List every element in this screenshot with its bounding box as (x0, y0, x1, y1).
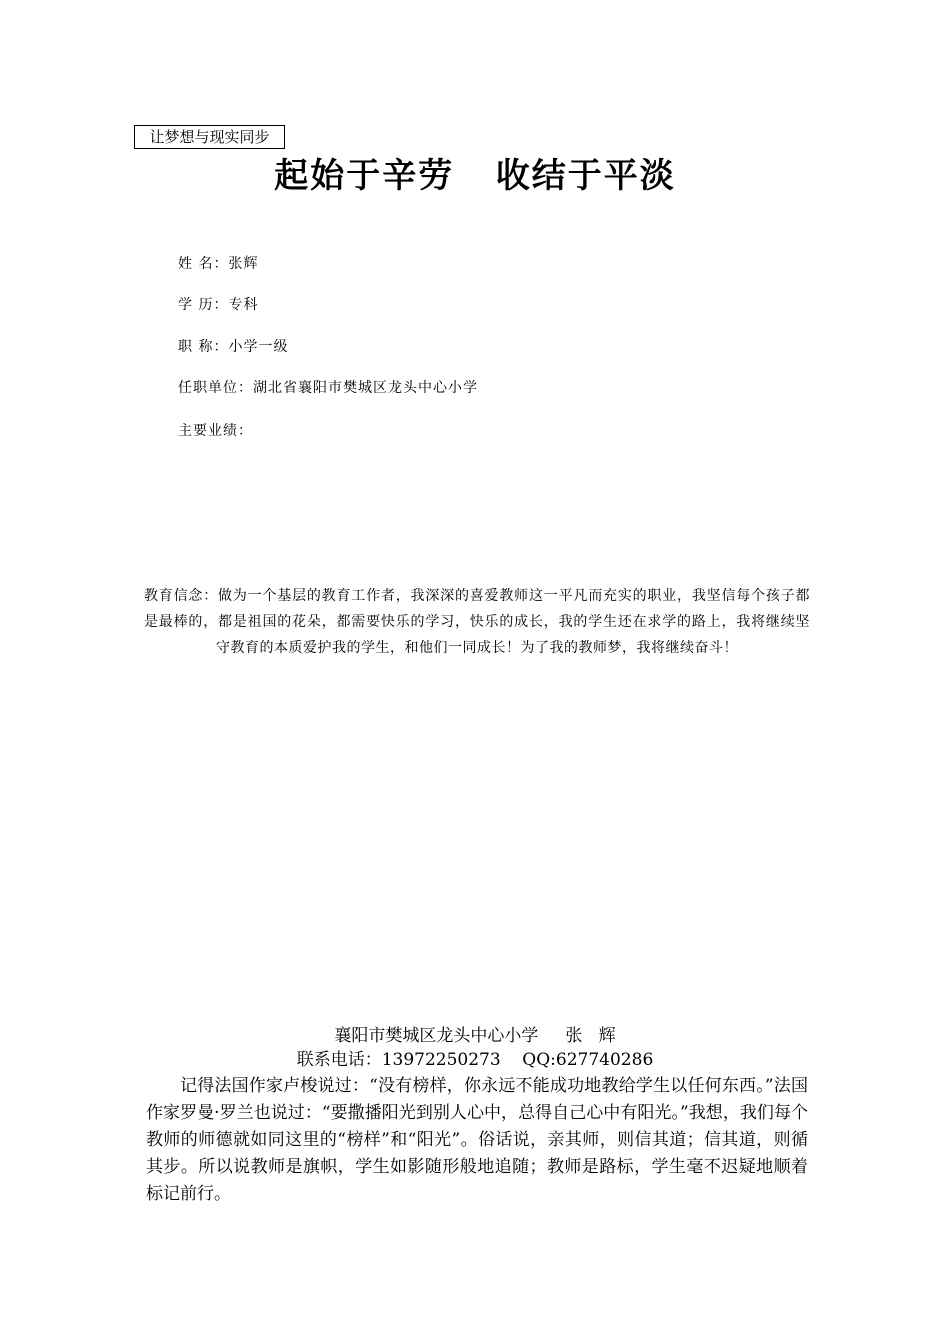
education-value: 专科 (228, 297, 259, 313)
name-label: 姓 名： (178, 256, 229, 272)
page-title: 起始于辛劳 收结于平淡 (274, 156, 676, 196)
education-belief: 教育信念：做为一个基层的教育工作者，我深深的喜爱教师这一平凡而充实的职业，我坚信每个孩子都是最棒的，都是祖国的花朵，都需要快乐的学习，快乐的成长，我的学生还在求学的路上，我将继续坚守教育的本质爱护我的学生，和他们一同成长！为了我的教师梦，我将继续奋斗！ (144, 588, 810, 656)
rank-value: 小学一级 (228, 339, 289, 355)
body-paragraph: 记得法国作家卢梭说过：“没有榜样，你永远不能成功地教给学生以任何东西。”法国作家罗曼·罗兰也说过：“要撒播阳光到别人心中，总得自己心中有阳光。”我想，我们每个教师的师德就如同这里的“榜样”和“阳光”。俗话说，亲其师，则信其道；信其道，则循其步。所以说教师是旗帜，学生如影随形般地追随；教师是路标，学生毫不迟疑地顺着标记前行。 (146, 1076, 808, 1204)
rank-label: 职 称： (178, 339, 229, 355)
education-row (178, 295, 258, 315)
workplace-row (178, 378, 478, 398)
name-row (178, 254, 258, 274)
achievements-label: 主要业绩： (178, 423, 253, 439)
signature-school: 襄阳市樊城区龙头中心小学 张 辉 (334, 1026, 616, 1046)
achievements-row (178, 421, 253, 441)
workplace-label: 任职单位： (178, 380, 253, 396)
name-value: 张辉 (228, 256, 259, 272)
tag-box: 让梦想与现实同步 (134, 125, 285, 149)
workplace-value: 湖北省襄阳市樊城区龙头中心小学 (253, 380, 478, 396)
education-label: 学 历： (178, 297, 229, 313)
signature-contact: 联系电话：13972250273 QQ:627740286 (296, 1050, 654, 1070)
rank-row (178, 337, 288, 357)
